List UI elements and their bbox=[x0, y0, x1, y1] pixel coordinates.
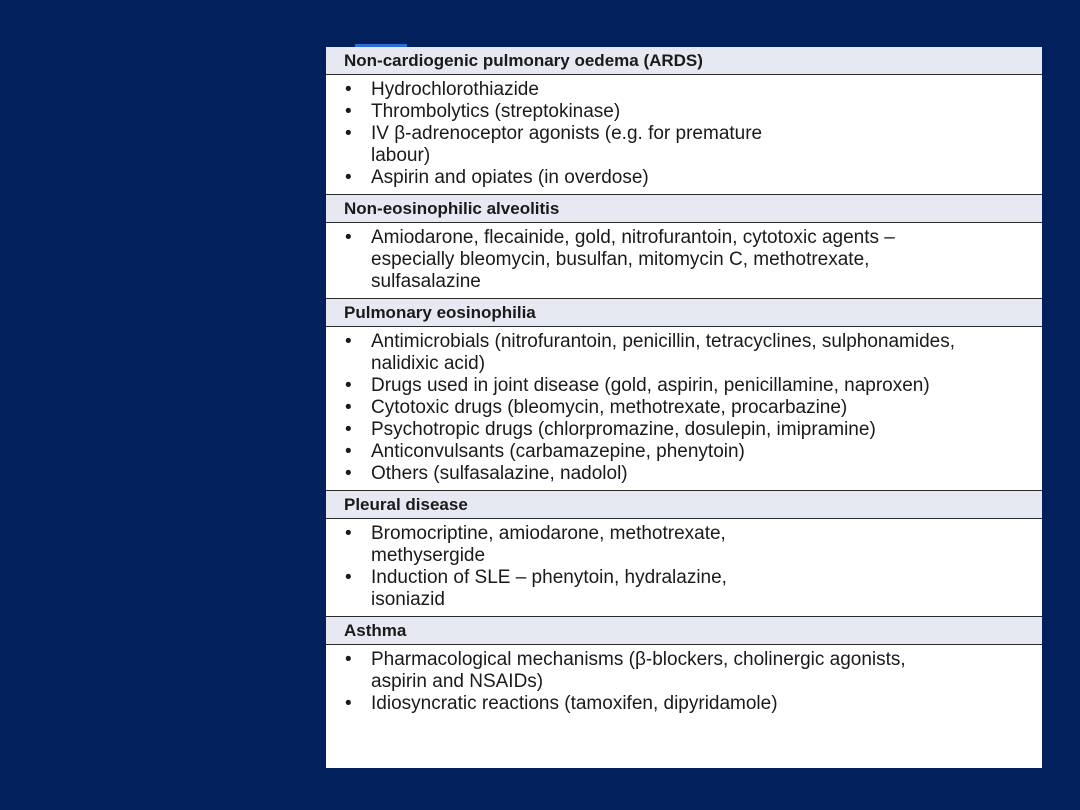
bullet-icon: • bbox=[345, 79, 352, 100]
bullet-icon: • bbox=[345, 693, 352, 714]
bullet-icon: • bbox=[345, 463, 352, 484]
list-item: • Cytotoxic drugs (bleomycin, methotrexate, procarbazine) bbox=[345, 397, 848, 418]
list-item: • Hydrochlorothiazide bbox=[345, 79, 539, 100]
list-item: • Idiosyncratic reactions (tamoxifen, dipyridamole) bbox=[345, 693, 778, 714]
bullet-icon: • bbox=[345, 567, 352, 588]
list-item: • Pharmacological mechanisms (β-blockers, cholinergic agonists, aspirin and NSAIDs) bbox=[345, 649, 906, 692]
bullet-icon: • bbox=[345, 167, 352, 188]
list-item: • Thrombolytics (streptokinase) bbox=[345, 101, 621, 122]
bullet-icon: • bbox=[345, 375, 352, 396]
list-item: • Antimicrobials (nitrofurantoin, penicillin, tetracyclines, sulphonamides, nalidixic acid) bbox=[345, 331, 955, 374]
bullet-icon: • bbox=[345, 331, 352, 352]
section-body-pulmonary-eosinophilia bbox=[326, 327, 1042, 490]
bullet-icon: • bbox=[345, 523, 352, 544]
section-header-non-eosinophilic-alveolitis: Non-eosinophilic alveolitis bbox=[326, 194, 1042, 223]
list-item: • Bromocriptine, amiodarone, methotrexate, methysergide bbox=[345, 523, 726, 566]
list-item: • Amiodarone, flecainide, gold, nitrofurantoin, cytotoxic agents – especially bleomycin, busulfan, mitomycin C, methotrexate, sulfasalazine bbox=[345, 227, 895, 292]
list-item: • Psychotropic drugs (chlorpromazine, dosulepin, imipramine) bbox=[345, 419, 876, 440]
section-body-pleural-disease bbox=[326, 519, 1042, 616]
section-body-non-eosinophilic-alveolitis bbox=[326, 223, 1042, 298]
list-item: • Induction of SLE – phenytoin, hydralazine, isoniazid bbox=[345, 567, 727, 610]
bullet-icon: • bbox=[345, 649, 352, 670]
bullet-icon: • bbox=[345, 123, 352, 144]
list-item: • Drugs used in joint disease (gold, aspirin, penicillamine, naproxen) bbox=[345, 375, 930, 396]
bullet-icon: • bbox=[345, 441, 352, 462]
section-body-asthma bbox=[326, 645, 1042, 719]
section-header-asthma: Asthma bbox=[326, 616, 1042, 645]
section-header-ards: Non-cardiogenic pulmonary oedema (ARDS) bbox=[326, 47, 1042, 75]
bullet-icon: • bbox=[345, 101, 352, 122]
list-item: • Anticonvulsants (carbamazepine, phenytoin) bbox=[345, 441, 745, 462]
section-header-pulmonary-eosinophilia: Pulmonary eosinophilia bbox=[326, 298, 1042, 327]
drug-induced-respiratory-disease-table bbox=[326, 47, 1042, 768]
list-item: • Aspirin and opiates (in overdose) bbox=[345, 167, 649, 188]
bullet-icon: • bbox=[345, 397, 352, 418]
list-item: • Others (sulfasalazine, nadolol) bbox=[345, 463, 628, 484]
bullet-icon: • bbox=[345, 419, 352, 440]
list-item: • IV β-adrenoceptor agonists (e.g. for premature labour) bbox=[345, 123, 763, 166]
bullet-icon: • bbox=[345, 227, 352, 248]
section-body-ards bbox=[326, 75, 1042, 194]
section-header-pleural-disease: Pleural disease bbox=[326, 490, 1042, 519]
